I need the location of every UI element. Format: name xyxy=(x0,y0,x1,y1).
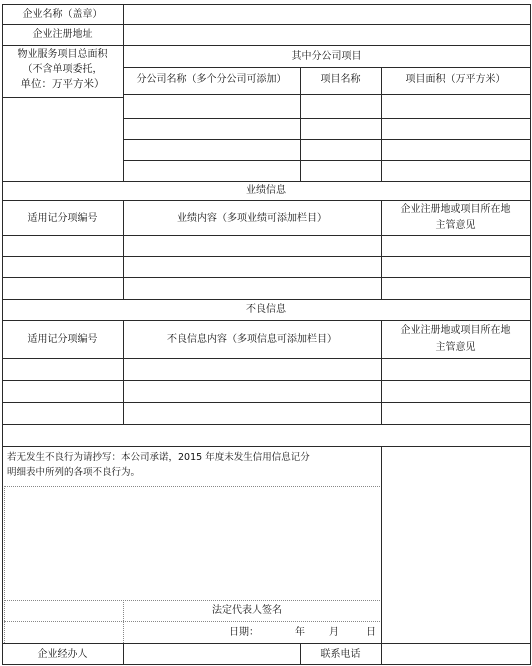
performance-col-content: 业绩内容（多项业绩可添加栏目） xyxy=(177,213,327,224)
rule xyxy=(2,45,530,46)
rule xyxy=(2,664,530,665)
performance-title: 业绩信息 xyxy=(246,185,286,196)
area-label-line2: （不含单项委托， xyxy=(22,64,103,75)
dotted-rule xyxy=(4,600,380,601)
legal-rep-label: 法定代表人签名 xyxy=(212,605,282,616)
dotted-rule xyxy=(4,486,380,487)
dotted-rule xyxy=(123,600,124,643)
rule xyxy=(2,181,530,182)
month-label: 月 xyxy=(329,627,339,638)
rule xyxy=(123,4,124,181)
pledge-line2: 明细表中所列的各项不良行为。 xyxy=(7,467,141,478)
bad-info-title: 不良信息 xyxy=(246,304,286,315)
rule xyxy=(2,256,530,257)
area-label-line3: 单位：万平方米） xyxy=(20,78,105,90)
rule xyxy=(2,299,530,300)
rule xyxy=(381,446,382,665)
rule xyxy=(530,4,531,665)
phone-label: 联系电话 xyxy=(320,649,361,660)
bad-info-col-opinion-line2: 主管意见 xyxy=(435,342,476,353)
bad-info-col-code: 适用记分项编号 xyxy=(27,334,98,345)
rule xyxy=(123,139,530,140)
branch-col-project: 项目名称 xyxy=(320,74,361,85)
rule xyxy=(2,380,530,381)
area-label-line1: 物业服务项目总面积 xyxy=(17,49,108,60)
rule xyxy=(2,97,123,98)
handler-label: 企业经办人 xyxy=(37,649,88,660)
rule xyxy=(123,118,530,119)
date-label: 日期： xyxy=(229,627,259,638)
dotted-rule xyxy=(4,621,380,622)
year-label: 年 xyxy=(295,627,305,638)
rule xyxy=(2,643,530,644)
rule xyxy=(123,67,530,68)
performance-col-code: 适用记分项编号 xyxy=(27,213,98,224)
rule xyxy=(2,446,530,447)
rule xyxy=(2,4,530,5)
company-name-label: 企业名称（盖章） xyxy=(22,9,103,20)
bad-info-col-content: 不良信息内容（多项信息可添加栏目） xyxy=(167,334,337,345)
performance-col-opinion-line2: 主管意见 xyxy=(435,220,476,231)
performance-col-opinion-line1: 企业注册地或项目所在地 xyxy=(400,204,511,215)
branch-col-name: 分公司名称（多个分公司可添加） xyxy=(136,74,287,85)
rule xyxy=(123,643,124,665)
reg-address-label: 企业注册地址 xyxy=(32,29,93,40)
branch-header: 其中分公司项目 xyxy=(291,51,362,62)
pledge-line1: 若无发生不良行为请抄写：本公司承诺，2015 年度未发生信用信息记分 xyxy=(7,452,310,463)
rule xyxy=(2,424,530,425)
rule xyxy=(2,235,530,236)
rule xyxy=(2,24,530,25)
rule xyxy=(123,94,530,95)
rule xyxy=(2,200,530,201)
rule xyxy=(2,277,530,278)
day-label: 日 xyxy=(366,627,376,638)
rule xyxy=(2,320,530,321)
branch-col-area: 项目面积（万平方米） xyxy=(405,74,506,85)
bad-info-col-opinion-line1: 企业注册地或项目所在地 xyxy=(400,325,511,336)
rule xyxy=(123,160,530,161)
dotted-rule xyxy=(4,486,5,643)
rule xyxy=(2,358,530,359)
rule xyxy=(2,402,530,403)
